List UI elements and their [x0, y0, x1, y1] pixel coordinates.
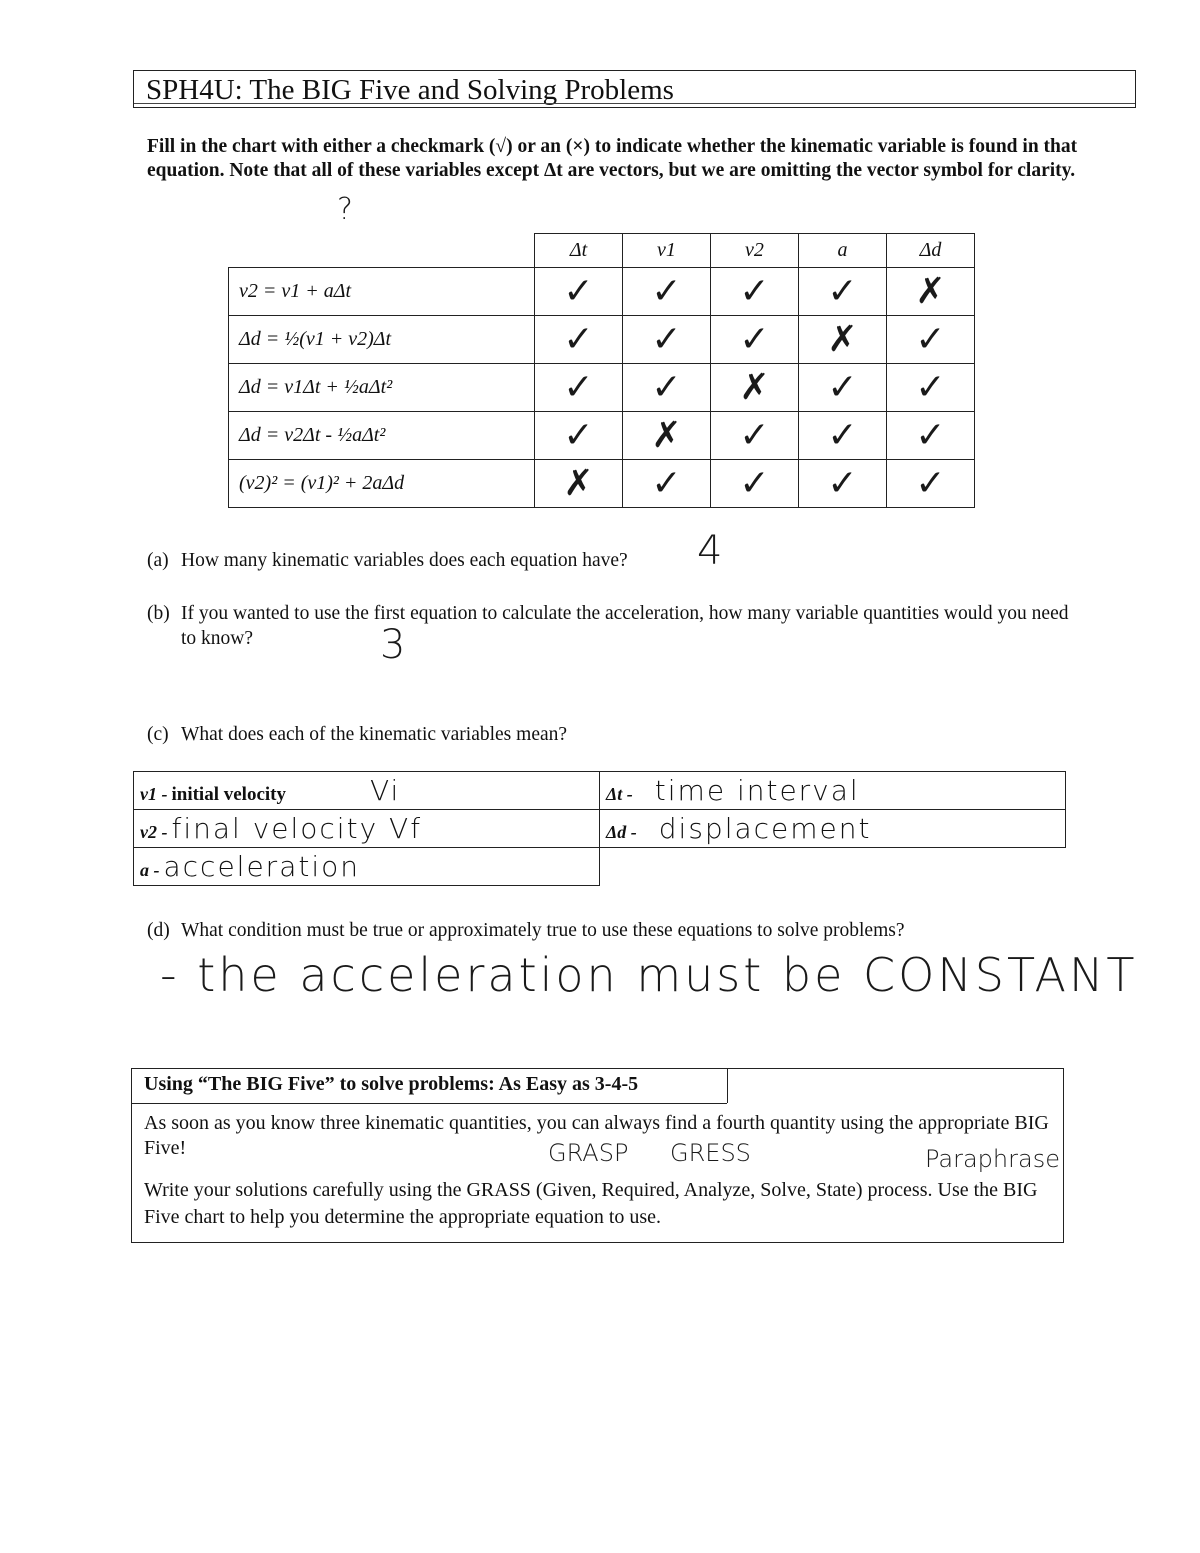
box-header: Using “The BIG Five” to solve problems: As Easy as 3-4-5 [144, 1073, 639, 1095]
header-a: a [799, 234, 887, 268]
box-handwriting-1: GRASP [548, 1139, 629, 1167]
question-a-text: How many kinematic variables does each equation have? [181, 550, 628, 571]
table-row [229, 412, 975, 460]
mark-cell[interactable] [711, 460, 799, 508]
definition-v2-cell[interactable] [134, 810, 600, 848]
table-header-row [229, 234, 975, 268]
mark: ✓ [915, 463, 946, 504]
symbol-v1: v1 - [140, 784, 168, 804]
definition-a-cell[interactable] [134, 848, 600, 886]
mark: ✓ [827, 271, 858, 312]
mark: ✗ [651, 415, 682, 456]
mark: ✓ [563, 415, 594, 456]
answer-a[interactable]: 4 [697, 528, 723, 574]
mark: ✓ [827, 463, 858, 504]
mark-cell[interactable] [887, 460, 975, 508]
box-handwriting-2: GRESS [670, 1139, 751, 1167]
definition-v1-cell[interactable] [134, 772, 600, 810]
mark-cell[interactable] [623, 412, 711, 460]
definition-row [134, 772, 1066, 810]
header-v2: v2 [711, 234, 799, 268]
question-d [147, 920, 905, 942]
mark: ✓ [651, 319, 682, 360]
mark-cell[interactable] [799, 412, 887, 460]
question-d-text: What condition must be true or approximately true to use these equations to solve problems? [181, 920, 905, 941]
mark: ✓ [915, 319, 946, 360]
definition-v2: final velocity Vf [171, 812, 423, 845]
mark-cell[interactable] [535, 460, 623, 508]
mark: ✗ [915, 271, 946, 312]
symbol-dd: Δd - [606, 822, 637, 842]
mark-cell[interactable] [799, 316, 887, 364]
header-dt: Δt [535, 234, 623, 268]
table-row [229, 460, 975, 508]
box-header-edge [727, 1069, 728, 1103]
table-row [229, 364, 975, 412]
box-paragraph-2: Write your solutions carefully using the GRASS (Given, Required, Analyze, Solve, State) process. Use the BIG Five chart to help you determine the appropriate equation to use. [144, 1179, 1038, 1228]
definition-dd: displacement [658, 812, 872, 845]
mark-cell[interactable] [623, 460, 711, 508]
mark: ✓ [563, 271, 594, 312]
question-b [147, 601, 1072, 651]
question-c-label: (c) [147, 724, 169, 745]
mark-cell[interactable] [887, 412, 975, 460]
equation-5: (v2)² = (v1)² + 2aΔd [229, 460, 535, 508]
definition-row [134, 848, 1066, 886]
mark: ✓ [739, 319, 770, 360]
question-d-label: (d) [147, 920, 170, 941]
question-b-text: If you wanted to use the first equation to calculate the acceleration, how many variable quantities would you need to know? [181, 603, 1069, 649]
empty-cell [600, 848, 1066, 886]
definition-a: acceleration [163, 850, 360, 883]
question-c [147, 724, 567, 746]
mark-cell[interactable] [535, 412, 623, 460]
equation-1: v2 = v1 + aΔt [229, 268, 535, 316]
intro-paragraph: Fill in the chart with either a checkmark (√) or an (×) to indicate whether the kinematic variable is found in that equation. Note that all of these variables except Δt are vectors, but we are omitting the vector symbol for clarity. [147, 136, 1078, 181]
mark: ✓ [827, 367, 858, 408]
definitions-table [133, 771, 1066, 886]
mark-cell[interactable] [711, 316, 799, 364]
mark-cell[interactable] [799, 268, 887, 316]
definition-v1-note: Vi [370, 774, 401, 807]
mark-cell[interactable] [887, 268, 975, 316]
box-paragraph-1: As soon as you know three kinematic quantities, you can always find a fourth quantity using the appropriate BIG Five! [144, 1112, 1049, 1159]
mark-cell[interactable] [711, 412, 799, 460]
mark: ✓ [651, 367, 682, 408]
table-row [229, 268, 975, 316]
box-handwriting-3: Paraphrase [925, 1145, 1060, 1173]
mark: ✓ [827, 415, 858, 456]
mark-cell[interactable] [623, 364, 711, 412]
question-a [147, 550, 628, 572]
mark: ✓ [739, 463, 770, 504]
mark-cell[interactable] [535, 364, 623, 412]
title-underline [134, 103, 1135, 104]
header-v1: v1 [623, 234, 711, 268]
mark: ✗ [563, 463, 594, 504]
mark-cell[interactable] [887, 316, 975, 364]
mark-cell[interactable] [623, 268, 711, 316]
question-b-label: (b) [147, 603, 170, 624]
mark: ✓ [651, 463, 682, 504]
mark: ✓ [739, 271, 770, 312]
title-text: SPH4U: The BIG Five and Solving Problems [146, 74, 674, 106]
mark: ✓ [739, 415, 770, 456]
mark-cell[interactable] [887, 364, 975, 412]
answer-d[interactable]: - the acceleration must be CONSTANT [160, 948, 1138, 1002]
mark-cell[interactable] [711, 364, 799, 412]
big-five-table [228, 233, 975, 508]
equation-3: Δd = v1Δt + ½aΔt² [229, 364, 535, 412]
mark: ✓ [651, 271, 682, 312]
question-a-label: (a) [147, 550, 169, 571]
mark: ✓ [563, 319, 594, 360]
definition-dt-cell[interactable] [600, 772, 1066, 810]
definition-dd-cell[interactable] [600, 810, 1066, 848]
blank-corner [229, 234, 535, 268]
mark: ✓ [915, 367, 946, 408]
mark: ✗ [827, 319, 858, 360]
mark-cell[interactable] [535, 316, 623, 364]
big-five-box [131, 1068, 1064, 1243]
definition-row [134, 810, 1066, 848]
answer-b[interactable]: 3 [380, 622, 406, 668]
symbol-dt: Δt - [606, 784, 633, 804]
equation-4: Δd = v2Δt - ½aΔt² [229, 412, 535, 460]
mark-cell[interactable] [535, 268, 623, 316]
mark: ✗ [739, 367, 770, 408]
box-header-divider [132, 1103, 727, 1104]
symbol-v2: v2 - [140, 822, 168, 842]
mark-cell[interactable] [799, 460, 887, 508]
equation-2: Δd = ½(v1 + v2)Δt [229, 316, 535, 364]
page-title [133, 70, 1136, 108]
mark-cell[interactable] [623, 316, 711, 364]
definition-v1: initial velocity [171, 784, 286, 805]
symbol-a: a - [140, 860, 160, 880]
mark: ✓ [563, 367, 594, 408]
margin-question-mark: ? [337, 192, 353, 227]
mark-cell[interactable] [799, 364, 887, 412]
mark-cell[interactable] [711, 268, 799, 316]
question-c-text: What does each of the kinematic variables mean? [181, 724, 568, 745]
table-row [229, 316, 975, 364]
definition-dt: time interval [654, 774, 860, 807]
mark: ✓ [915, 415, 946, 456]
header-dd: Δd [887, 234, 975, 268]
